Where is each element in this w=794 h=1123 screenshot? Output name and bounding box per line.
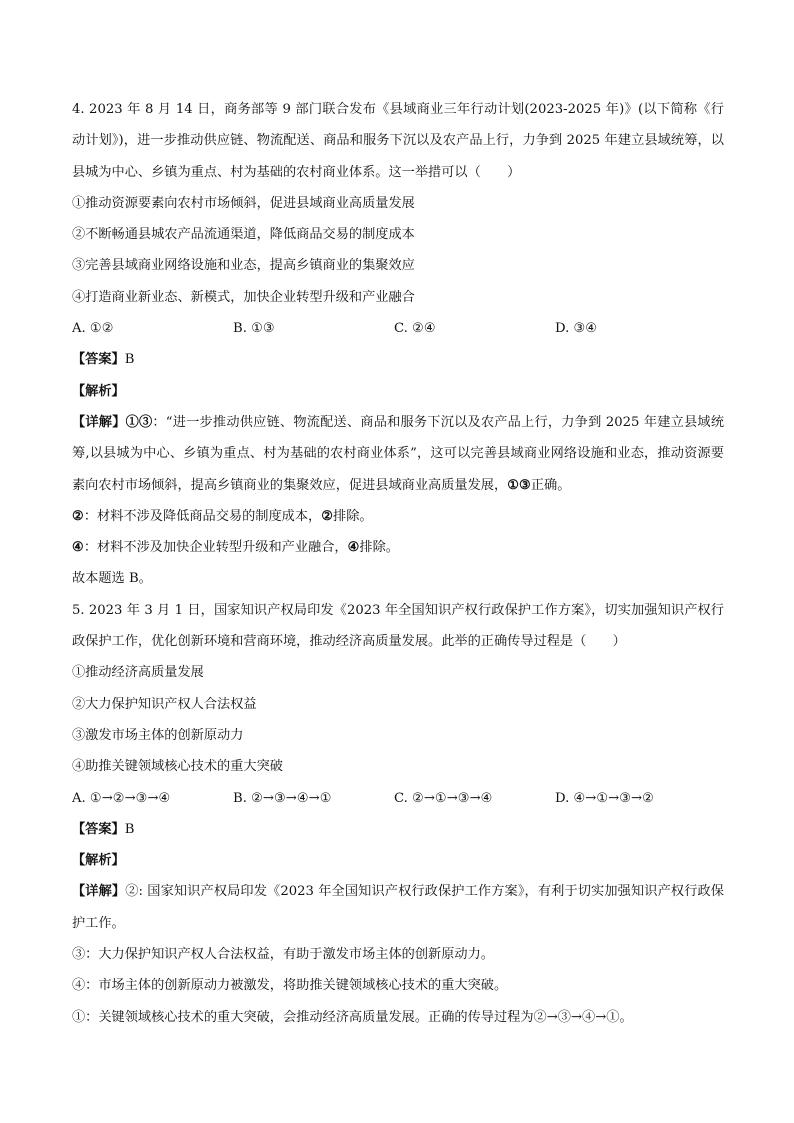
q4-statement-4: ④打造商业新业态、新模式，加快企业转型升级和产业融合: [72, 289, 415, 305]
q5-option-c: C. ②→①→③→④: [394, 790, 493, 806]
answer-value: B: [124, 352, 135, 368]
q4-options: [72, 313, 724, 344]
reason-text: ：材料不涉及降低商品交易的制度成本，: [83, 508, 322, 524]
detail-key: ①③: [125, 414, 153, 430]
q5-reason-1: ①：关键领域核心技术的重大突破，会推动经济高质量发展。正确的传导过程为②→③→④→①。: [72, 1009, 633, 1025]
q4-option-a: A. ①②: [72, 321, 114, 337]
q5-detail: [72, 876, 724, 939]
reason-key: ②: [72, 508, 84, 524]
answer-tag: 【答案】: [72, 821, 125, 837]
q4-detail: [72, 407, 724, 501]
detail-text: ②: 国家知识产权局印发《2023 年全国知识产权行政保护工作方案》，有利于切实加强知识产权行政保护工作。: [72, 884, 724, 931]
q4-reason-2: [72, 501, 724, 532]
q4-analysis-tag: 【解析】: [72, 383, 125, 399]
q5-statement-3: ③激发市场主体的创新原动力: [72, 727, 244, 743]
reason-key: ②: [321, 508, 334, 524]
q5-answer: [72, 814, 724, 845]
q5-reason-4: ④：市场主体的创新原动力被激发，将助推关键领域核心技术的重大突破。: [72, 978, 508, 994]
q4-statement-2: ②不断畅通县城农产品流通渠道，降低商品交易的制度成本: [72, 227, 415, 243]
question-5-stem: 5. 2023 年 3 月 1 日，国家知识产权局印发《2023 年全国知识产权行政保护工作方案》，切实加强知识产权行政保护工作，优化创新环境和营商环境，推动经济高质量发展。此举的正确传导过程是（ ）: [72, 602, 724, 650]
answer-value: B: [124, 821, 135, 837]
q5-options: [72, 783, 724, 814]
reason-end: 排除。: [333, 508, 373, 524]
reason-key: ④: [347, 540, 360, 556]
q5-reason-3: ③：大力保护知识产权人合法权益，有助于激发市场主体的创新原动力。: [72, 947, 494, 963]
answer-tag: 【答案】: [72, 352, 125, 368]
q5-analysis-tag: 【解析】: [72, 853, 125, 869]
detail-tag: 【详解】: [72, 884, 126, 900]
q5-option-a: A. ①→②→③→④: [72, 790, 171, 806]
detail-end-key: ①③: [507, 477, 531, 493]
q4-statement-1: ①推动资源要素向农村市场倾斜，促进县域商业高质量发展: [72, 195, 415, 211]
detail-text: ：“进一步推动供应链、物流配送、商品和服务下沉以及农产品上行，力争到 2025 年建立县域统筹,以县城为中心、乡镇为重点、村为基础的农村商业体系”，这可以完善县域商业网络设施和业态，推动资源要素向农村市场倾斜，提高乡镇商业的集聚效应，促进县域商业高质量发展，: [72, 414, 725, 493]
q5-statement-4: ④助推关键领域核心技术的重大突破: [72, 759, 283, 775]
q4-statement-3: ③完善县域商业网络设施和业态，提高乡镇商业的集聚效应: [72, 258, 415, 274]
q4-option-b: B. ①③: [233, 321, 275, 337]
question-4-stem: 4. 2023 年 8 月 14 日，商务部等 9 部门联合发布《县域商业三年行动计划(2023-2025 年)》(以下简称《行动计划》)，进一步推动供应链、物流配送、商品和服务下沉以及农产品上行，力争到 2025 年建立县域统筹，以县城为中心、乡镇为重点、村为基础的农村商业体系。这一举措可以（ ）: [72, 102, 724, 180]
detail-tag: 【详解】: [72, 414, 126, 430]
q5-statement-1: ①推动经济高质量发展: [72, 665, 204, 681]
q5-statement-2: ②大力保护知识产权人合法权益: [72, 696, 257, 712]
q4-answer: [72, 344, 724, 375]
q4-option-c: C. ②④: [394, 321, 436, 337]
q4-conclusion: 故本题选 B。: [72, 571, 152, 587]
q4-reason-4: [72, 532, 724, 563]
q5-option-d: D. ④→①→③→②: [555, 790, 654, 806]
detail-end: 正确。: [530, 477, 571, 493]
reason-key: ④: [72, 540, 84, 556]
q4-option-d: D. ③④: [555, 321, 598, 337]
document-page: [72, 94, 724, 1033]
q5-option-b: B. ②→③→④→①: [233, 790, 332, 806]
reason-text: ：材料不涉及加快企业转型升级和产业融合，: [83, 540, 348, 556]
reason-end: 排除。: [359, 540, 399, 556]
